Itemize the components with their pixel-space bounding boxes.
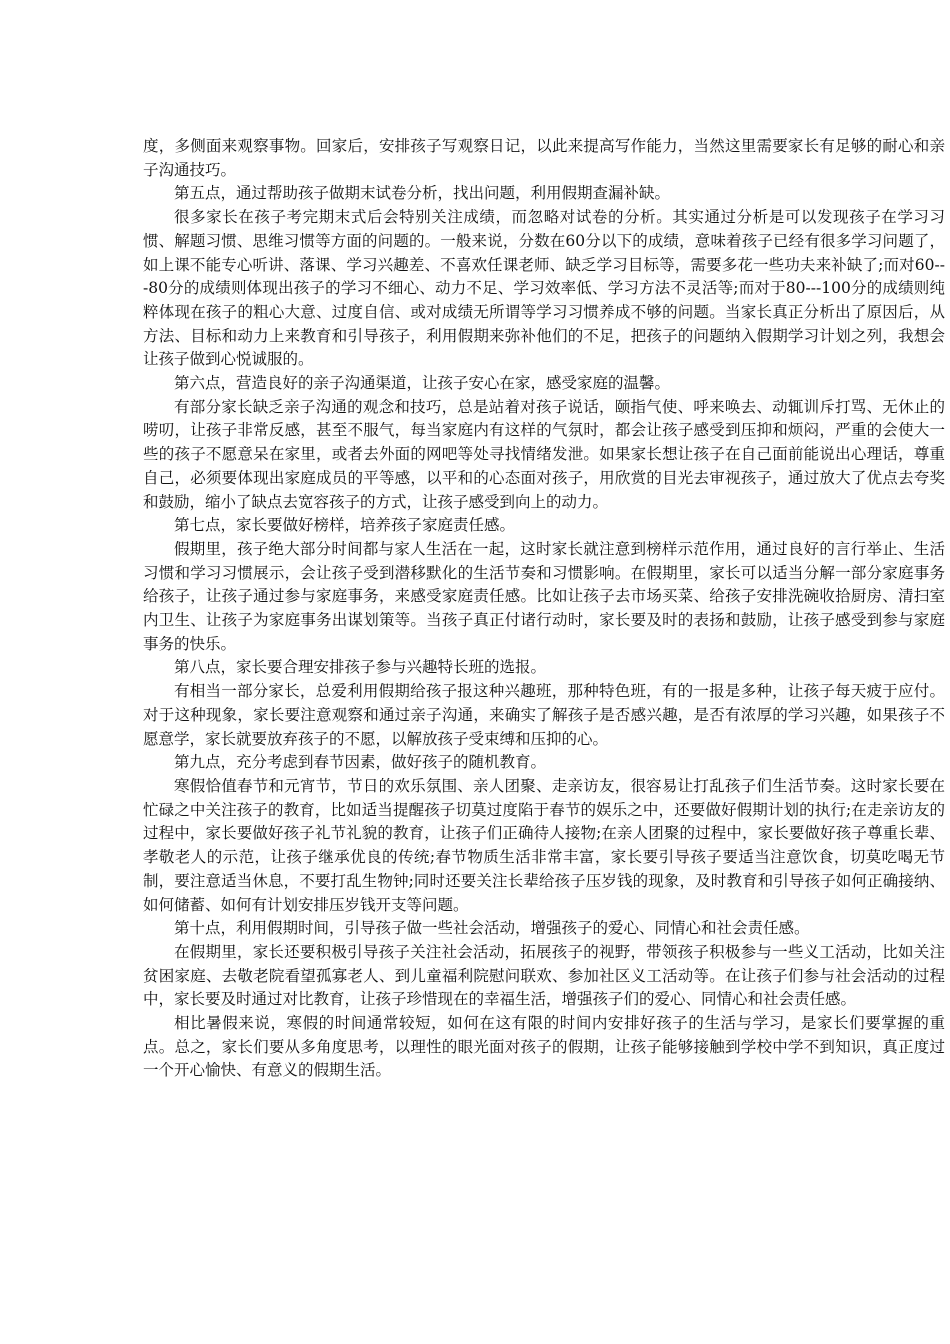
paragraph-heading: 第七点，家长要做好榜样，培养孩子家庭责任感。 xyxy=(174,516,516,535)
paragraph: 有部分家长缺乏亲子沟通的观念和技巧，总是站着对孩子说话，颐指气使、呼来唤去、动辄训斥打骂、无休止的唠叨，让孩子非常反感，甚至不服气，每当家庭内有这样的气氛时，都会让孩子感受到压抑和烦闷，严重的会使大一些的孩子不愿意呆在家里，或者去外面的网吧等处寻找情绪发泄。如果家长想让孩子在自己面前能说出心理话，尊重自己，必须要体现出家庭成员的平等感，以平和的心态面对孩子，用欣赏的目光去审视孩子，通过放大了优点去夸奖和鼓励，缩小了缺点去宽容孩子的方式，让孩子感受到向上的动力。 xyxy=(143,397,945,511)
paragraph: 有相当一部分家长，总爱利用假期给孩子报这种兴趣班，那种特色班，有的一报是多种，让孩子每天疲于应付。对于这种现象，家长要注意观察和通过亲子沟通，来确实了解孩子是否感兴趣，是否有浓厚的学习兴趣，如果孩子不愿意学，家长就要放弃孩子的不愿，以解放孩子受束缚和压抑的心。 xyxy=(143,682,945,748)
paragraph-heading: 第八点，家长要合理安排孩子参与兴趣特长班的选报。 xyxy=(174,658,547,677)
paragraph: 寒假恰值春节和元宵节，节日的欢乐氛围、亲人团聚、走亲访友，很容易让打乱孩子们生活节奏。这时家长要在忙碌之中关注孩子的教育，比如适当提醒孩子切莫过度陷于春节的娱乐之中，还要做好假期计划的执行;在走亲访友的过程中，家长要做好孩子礼节礼貌的教育，让孩子们正确待人接物;在亲人团聚的过程中，家长要做好孩子尊重长辈、孝敬老人的示范，让孩子继承优良的传统;春节物质生活非常丰富，家长要引导孩子要适当注意饮食，切莫吃喝无节制，要注意适当休息，不要打乱生物钟;同时还要关注长辈给孩子压岁钱的现象，及时教育和引导孩子如何正确接纳、如何储蓄、如何有计划安排压岁钱开支等问题。 xyxy=(143,776,945,914)
paragraph-heading: 第十点，利用假期时间，引导孩子做一些社会活动，增强孩子的爱心、同情心和社会责任感。 xyxy=(174,919,810,938)
paragraph-conclusion: 相比暑假来说，寒假的时间通常较短，如何在这有限的时间内安排好孩子的生活与学习，是家长们要掌握的重点。总之，家长们要从多角度思考，以理性的眼光面对孩子的假期，让孩子能够接触到学校中学不到知识，真正度过一个开心愉快、有意义的假期生活。 xyxy=(143,1014,945,1080)
paragraph-heading: 第九点，充分考虑到春节因素，做好孩子的随机教育。 xyxy=(174,753,547,772)
paragraph: 在假期里，家长还要积极引导孩子关注社会活动，拓展孩子的视野，带领孩子积极参与一些义工活动，比如关注贫困家庭、去敬老院看望孤寡老人、到儿童福利院慰问联欢、参加社区义工活动等。在让孩子们参与社会活动的过程中，家长要及时通过对比教育，让孩子珍惜现在的幸福生活，增强孩子们的爱心、同情心和社会责任感。 xyxy=(143,942,945,1009)
paragraph-heading: 第五点，通过帮助孩子做期末试卷分析，找出问题，利用假期查漏补缺。 xyxy=(174,184,671,203)
paragraph: 度，多侧面来观察事物。回家后，安排孩子写观察日记，以此来提高写作能力，当然这里需要家长有足够的耐心和亲子沟通技巧。 xyxy=(143,137,945,179)
document-body xyxy=(143,135,945,1083)
paragraph: 很多家长在孩子考完期末式后会特别关注成绩，而忽略对试卷的分析。其实通过分析是可以发现孩子在学习习惯、解题习惯、思维习惯等方面的问题的。一般来说，分数在60分以下的成绩，意味着孩子已经有很多学习问题了，如上课不能专心听讲、落课、学习兴趣差、不喜欢任课老师、缺乏学习目标等，需要多花一些功夫来补缺了;而对60---80分的成绩则体现出孩子的学习不细心、动力不足、学习效率低、学习方法不灵活等;而对于80---100分的成绩则纯粹体现在孩子的粗心大意、过度自信、或对成绩无所谓等学习习惯养成不够的问题。当家长真正分析出了原因后，从方法、目标和动力上来教育和引导孩子，利用假期来弥补他们的不足，把孩子的问题纳入假期学习计划之列，我想会让孩子做到心悦诚服的。 xyxy=(143,208,945,369)
paragraph-heading: 第六点，营造良好的亲子沟通渠道，让孩子安心在家，感受家庭的温馨。 xyxy=(174,374,671,393)
paragraph: 假期里，孩子绝大部分时间都与家人生活在一起，这时家长就注意到榜样示范作用，通过良好的言行举止、生活习惯和学习习惯展示，会让孩子受到潜移默化的生活节奏和习惯影响。在假期里，家长可以适当分解一部分家庭事务给孩子，让孩子通过参与家庭事务，来感受家庭责任感。比如让孩子去市场买菜、给孩子安排洗碗收拾厨房、清扫室内卫生、让孩子为家庭事务出谋划策等。当孩子真正付诸行动时，家长要及时的表扬和鼓励，让孩子感受到参与家庭事务的快乐。 xyxy=(143,539,945,653)
